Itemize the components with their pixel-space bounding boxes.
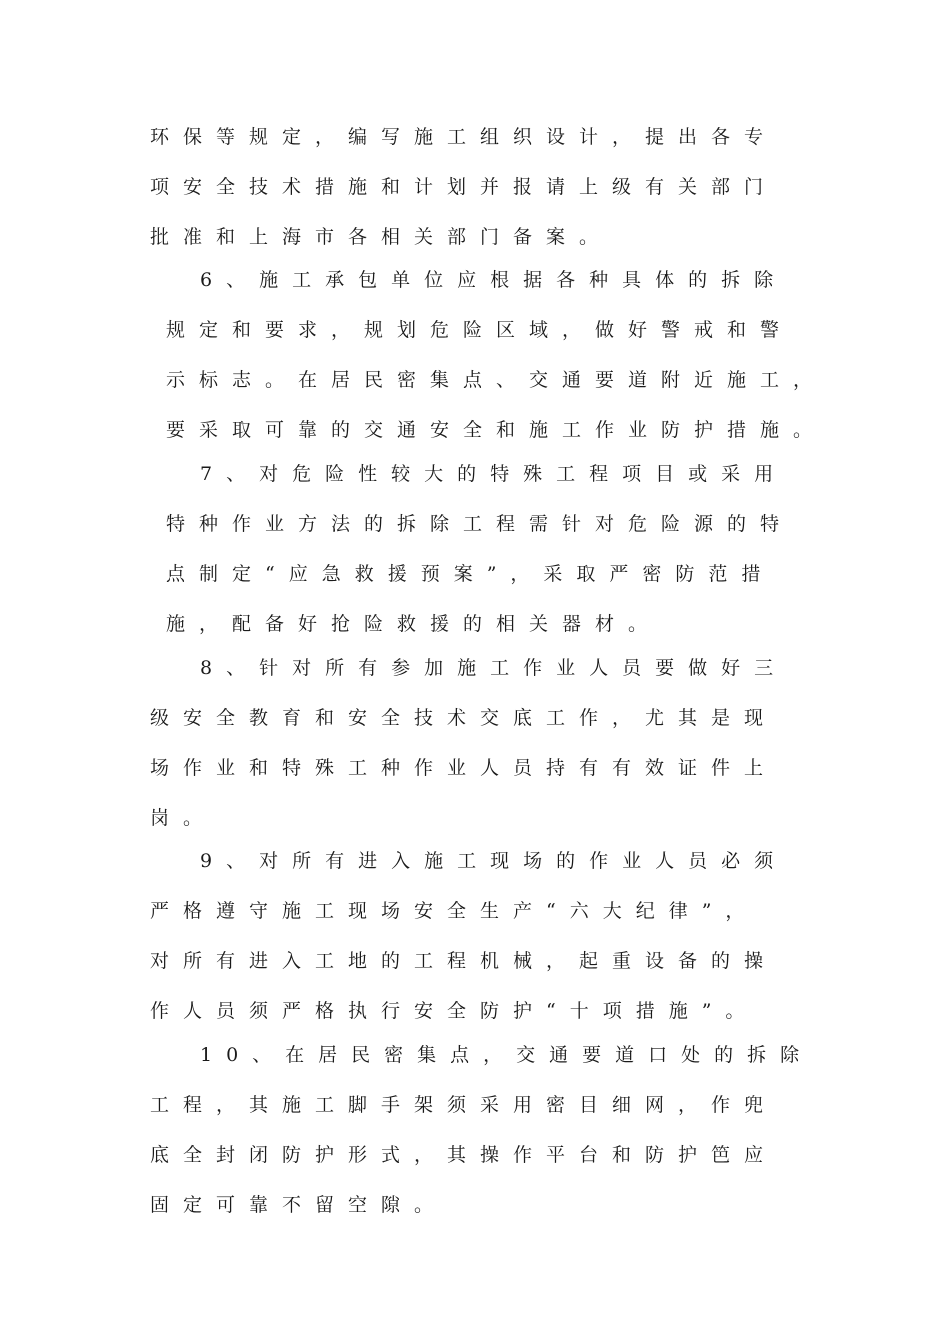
text-line: 工程，其施工脚手架须采用密目细网，作兜: [150, 1094, 778, 1116]
list-item-9-heading: 9、对所有进入施工现场的作业人员必须: [200, 850, 788, 872]
text-line: 特种作业方法的拆除工程需针对危险源的特: [166, 513, 794, 535]
text-line: 作人员须严格执行安全防护“十项措施”。: [150, 1000, 759, 1022]
text-line: 底全封闭防护形式，其操作平台和防护笆应: [150, 1144, 778, 1166]
text-line: 级安全教育和安全技术交底工作，尤其是现: [150, 707, 778, 729]
text-line: 批准和上海市各相关部门备案。: [150, 226, 613, 248]
text-line: 对所有进入工地的工程机械，起重设备的操: [150, 950, 778, 972]
list-item-6-heading: 6、施工承包单位应根据各种具体的拆除: [200, 269, 788, 291]
text-line: 严格遵守施工现场安全生产“六大纪律”，: [150, 900, 759, 922]
text-line: 要采取可靠的交通安全和施工作业防护措施。: [166, 419, 827, 441]
text-line: 示标志。在居民密集点、交通要道附近施工，: [166, 369, 827, 391]
text-line: 固定可靠不留空隙。: [150, 1194, 448, 1216]
text-line: 项安全技术措施和计划并报请上级有关部门: [150, 176, 778, 198]
text-line: 规定和要求，规划危险区域，做好警戒和警: [166, 319, 794, 341]
text-line: 点制定“应急救援预案”，采取严密防范措: [166, 563, 775, 585]
list-item-8-heading: 8、针对所有参加施工作业人员要做好三: [200, 657, 788, 679]
list-item-7-heading: 7、对危险性较大的特殊工程项目或采用: [200, 463, 788, 485]
text-line: 环保等规定，编写施工组织设计，提出各专: [150, 126, 778, 148]
text-line: 施，配备好抢险救援的相关器材。: [166, 613, 662, 635]
text-line: 岗。: [150, 807, 217, 829]
text-line: 场作业和特殊工种作业人员持有有效证件上: [150, 757, 778, 779]
list-item-10-heading: 10、在居民密集点，交通要道口处的拆除: [200, 1044, 814, 1066]
